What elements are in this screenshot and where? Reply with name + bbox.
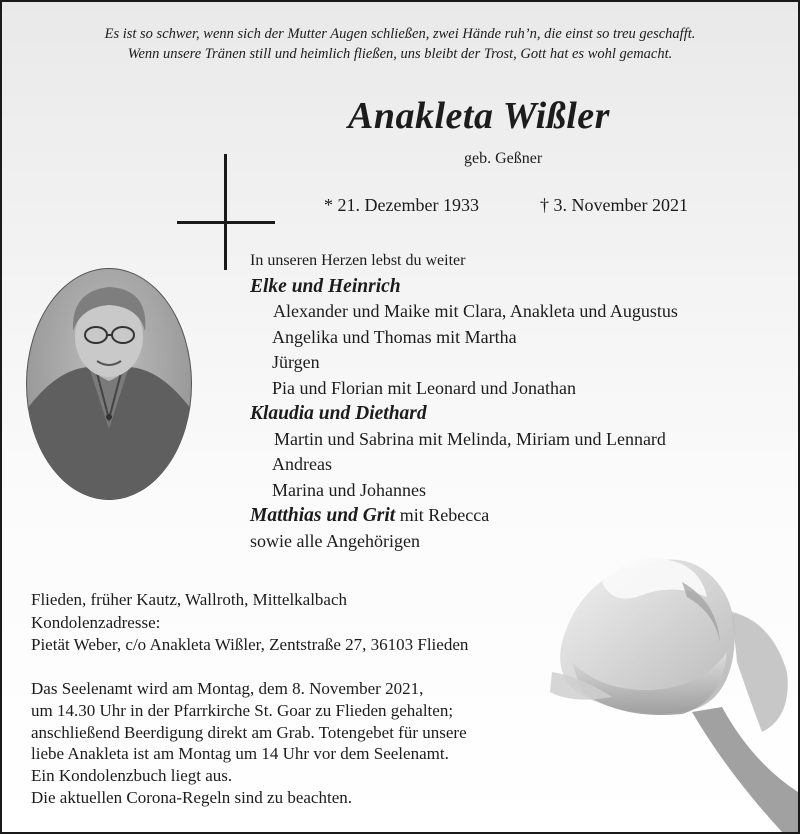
family-intro: In unseren Herzen lebst du weiter	[250, 252, 466, 269]
portrait-photo	[26, 268, 192, 500]
family-member: Marina und Johannes	[272, 479, 426, 500]
quote-line-1: Es ist so schwer, wenn sich der Mutter Augen schließen, zwei Hände ruh’n, die einst so treu geschafft.	[104, 26, 696, 42]
condolence-address: Pietät Weber, c/o Anakleta Wißler, Zentstraße 27, 36103 Flieden	[31, 635, 469, 654]
quote-line-2: Wenn unsere Tränen still und heimlich fließen, uns bleibt der Trost, Gott hat es wohl gemacht.	[127, 46, 673, 62]
family-group-name: Klaudia und Diethard	[250, 403, 427, 424]
cross-icon-bar	[177, 221, 275, 224]
family-member: Alexander und Maike mit Clara, Anakleta und Augustus	[273, 301, 678, 321]
deceased-name: Anakleta Wißler	[348, 95, 610, 137]
family-member: Martin und Sabrina mit Melinda, Miriam und Lennard	[274, 428, 666, 449]
cross-icon	[224, 154, 227, 270]
family-member: Andreas	[272, 454, 332, 474]
funeral-line: Ein Kondolenzbuch liegt aus.	[31, 766, 233, 786]
memorial-quote	[2, 24, 798, 64]
condolence-label: Kondolenzadresse:	[31, 612, 161, 632]
funeral-line: liebe Anakleta ist am Montag um 14 Uhr vor dem Seelenamt.	[31, 744, 449, 764]
funeral-line: anschließend Beerdigung direkt am Grab. Totengebet für unsere	[31, 722, 467, 742]
funeral-notice	[31, 678, 467, 809]
family-closing: sowie alle Angehörigen	[250, 530, 420, 551]
funeral-line: Die aktuellen Corona-Regeln sind zu beachten.	[31, 787, 352, 807]
birth-name: geb. Geßner	[464, 150, 543, 167]
birth-date: * 21. Dezember 1933	[324, 195, 479, 215]
family-member: Jürgen	[272, 352, 320, 372]
funeral-line: Das Seelenamt wird am Montag, dem 8. November 2021,	[31, 679, 424, 698]
death-date: † 3. November 2021	[540, 195, 688, 215]
family-member: Angelika und Thomas mit Martha	[272, 326, 517, 347]
funeral-line: um 14.30 Uhr in der Pfarrkirche St. Goar zu Flieden gehalten;	[31, 700, 454, 720]
family-group-name: Elke und Heinrich	[250, 275, 401, 297]
family-group-suffix: mit Rebecca	[395, 505, 490, 525]
rose-image	[542, 542, 798, 832]
family-list	[250, 248, 678, 554]
family-group-name: Matthias und Grit	[250, 505, 396, 526]
address-block	[31, 589, 468, 657]
family-member: Pia und Florian mit Leonard und Jonathan	[272, 377, 576, 398]
places-line: Flieden, früher Kautz, Wallroth, Mittelkalbach	[31, 590, 348, 609]
family-group-line	[250, 503, 678, 529]
